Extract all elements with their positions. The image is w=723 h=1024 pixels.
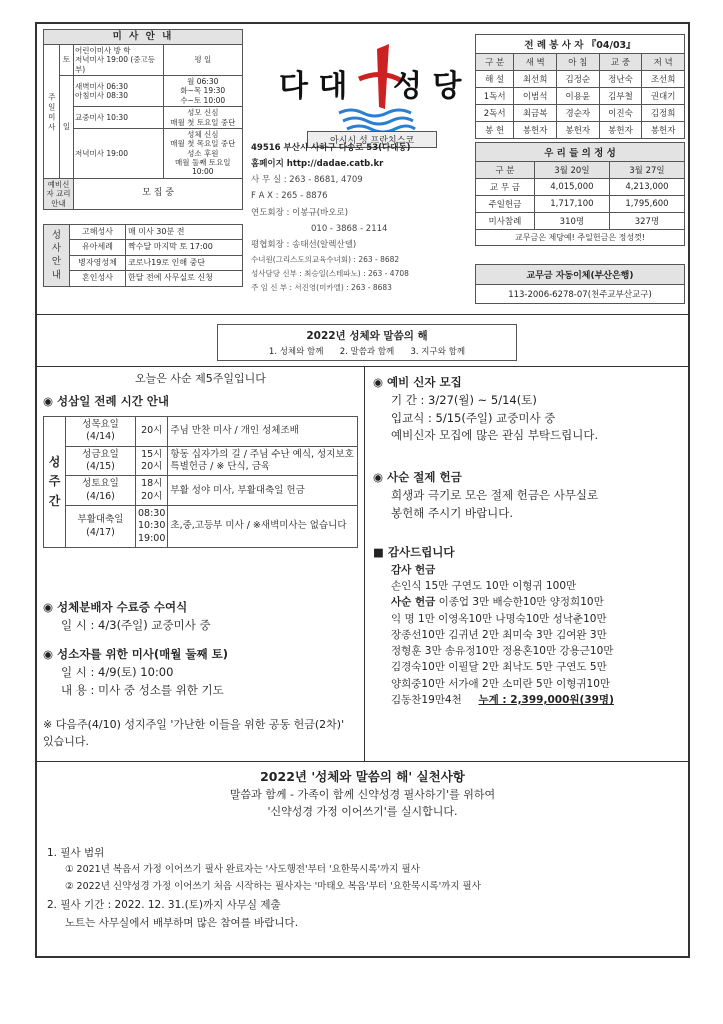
lent-section (373, 469, 685, 522)
practice-note: 노트는 사무실에서 배부하며 많은 참여를 바랍니다. (65, 917, 299, 929)
parish-homepage: 홈페이지 http://dadae.catb.kr (251, 159, 384, 170)
server-cell: 봉헌자 (514, 122, 557, 139)
thanks-last: 김동찬19만4천 (391, 693, 462, 706)
server-cell: 이용윤 (557, 88, 600, 105)
special-1-name: 성모 신심 (187, 108, 219, 118)
assistant-priest: 성사담당 신부 : 최승일(스테파노) : 263 - 4708 (251, 269, 409, 279)
scope-item-1: ① 2021년 복음서 가정 이어쓰기 필사 완료자는 '사도행전'부터 '요한묵시록'까지 필사 (65, 864, 420, 876)
ministers-section (43, 599, 358, 635)
year-title: 2022년 성체와 말씀의 해 (306, 330, 428, 342)
sat-row-2: 저녁미사 19:00 (중고등부) (75, 55, 156, 74)
liturgy-servers-table (475, 34, 685, 139)
sacraments-label: 성 사 안 내 (44, 225, 70, 287)
triduum-desc: 주님 만찬 미사 / 개인 성체조배 (168, 417, 358, 447)
offering-cell: 4,213,000 (609, 179, 684, 196)
bank-transfer-table (475, 264, 685, 304)
offering-cell: 1,717,100 (534, 196, 609, 213)
thanks-line-1: 손인식 15만 구연도 10만 이형귀 100만 (391, 580, 577, 593)
triduum-title: ◉ 성삼일 전례 시간 안내 (43, 394, 170, 408)
parish-address: 49516 부산시 사하구 다송로 53(다대동) (251, 143, 411, 153)
triduum-time: 15시 20시 (136, 446, 168, 476)
servers-title: 전 례 봉 사 자 『04/03』 (476, 35, 685, 54)
offering-cell: 327명 (609, 213, 684, 230)
catechumen-line-1: 기 간 : 3/27(월) ~ 5/14(토) (391, 392, 537, 407)
special-3-name: 성소 후원 (187, 148, 219, 158)
catechumen-title: ◉ 예비 신자 모집 (373, 375, 462, 389)
server-cell: 봉헌자 (642, 122, 685, 139)
sacrament-desc-4: 한달 전에 사무실로 신청 (126, 271, 243, 286)
weekday-label: 평 일 (194, 55, 212, 65)
servers-header-2: 새 벽 (514, 54, 557, 71)
server-cell: 권대기 (642, 88, 685, 105)
triduum-day: 부활대축일 (4/17) (66, 506, 136, 548)
year-item-2: 2. 말씀과 함께 (339, 347, 395, 357)
triduum-time: 20시 (136, 417, 168, 447)
divider (37, 761, 688, 762)
offering-title: 우 리 들 의 정 성 (476, 143, 685, 162)
triduum-day: 성금요일 (4/15) (66, 446, 136, 476)
servers-header-5: 저 녁 (642, 54, 685, 71)
divider (37, 314, 688, 315)
thanks-list-line: 장종선10만 김귀년 2만 최미숙 3만 김여완 3만 (391, 628, 607, 641)
sunday-mass-label: 주 일 미 사 (44, 44, 60, 178)
server-cell: 조선희 (642, 71, 685, 88)
bank-title: 교무금 자동이체(부산은행) (476, 265, 685, 285)
vocation-title: ◉ 성소자를 위한 미사(매월 둘째 토) (43, 647, 228, 661)
parish-logo (267, 39, 467, 149)
servers-header-4: 교 중 (599, 54, 642, 71)
vocation-line-1: 일 시 : 4/9(토) 10:00 (61, 664, 174, 679)
server-cell: 경순자 (557, 105, 600, 122)
year-item-3: 3. 지구와 함께 (410, 347, 466, 357)
divider (37, 366, 688, 367)
triduum-desc: 초,중,고등부 미사 / ※새벽미사는 없습니다 (168, 506, 358, 548)
sacrament-name-1: 고해성사 (70, 225, 126, 240)
fax-number: F A X : 265 - 8876 (251, 191, 328, 202)
thanks-list-line: 이종업 3만 배승한10만 양정희10만 (438, 596, 604, 609)
thanks-sub: 감사 헌금 (391, 563, 436, 576)
triduum-desc: 부활 성야 미사, 부활대축일 헌금 (168, 476, 358, 506)
offering-cell: 4,015,000 (534, 179, 609, 196)
server-cell: 최선희 (514, 71, 557, 88)
sacrament-name-3: 병자영성체 (70, 255, 126, 270)
server-cell: 이범석 (514, 88, 557, 105)
weekday-row-2: 화~목 19:30 (180, 86, 226, 96)
triduum-desc: 항동 십자가의 길 / 주님 수난 예식, 성지보호 특별헌금 / ※ 단식, 금육 (168, 446, 358, 476)
special-2-name: 성체 신심 (187, 129, 219, 139)
lent-line-2: 봉헌해 주시기 바랍니다. (391, 505, 514, 520)
column-divider (364, 366, 365, 761)
sacrament-desc-1: 매 미사 30분 전 (126, 225, 243, 240)
ministers-line: 일 시 : 4/3(주일) 교중미사 중 (61, 617, 211, 632)
thanks-list-line: 김경숙10만 이필달 2만 최낙도 5만 구연도 5만 (391, 661, 607, 674)
practice-title: 2022년 '성체와 말씀의 해' 실천사항 (260, 769, 465, 784)
special-3-desc: 매월 둘째 토요일 10:00 (175, 158, 231, 177)
lent-offering-label: 사순 헌금 (391, 596, 436, 609)
parish-name-right: 성 당 (393, 69, 462, 104)
sun-row-2: 아침미사 08:30 (75, 91, 128, 101)
offering-header-3: 3월 27일 (609, 162, 684, 179)
period-line: 2. 필사 기간 : 2022. 12. 31.(토)까지 사무실 제출 (47, 898, 281, 911)
catechumen-value: 모 집 중 (74, 178, 243, 209)
thanks-list-line: 익 명 1만 이영옥10만 나명숙10만 성낙춘10만 (391, 612, 607, 625)
scope-title: 1. 필사 범위 (47, 847, 105, 859)
bulletin-frame (35, 22, 690, 958)
server-cell: 2독서 (476, 105, 514, 122)
triduum-day: 성토요일 (4/16) (66, 476, 136, 506)
servers-header-1: 구 분 (476, 54, 514, 71)
sacrament-name-2: 유아세례 (70, 240, 126, 255)
sat-row-1: 어린이미사 방 학 (75, 45, 131, 55)
sunday-label: 일 (60, 76, 74, 179)
thanks-list-line: 양희중10만 서가애 2만 소미란 5만 이형귀10만 (391, 677, 611, 690)
today-heading: 오늘은 사순 제5주일입니다 (135, 372, 266, 385)
offering-cell: 주일헌금 (476, 196, 535, 213)
palm-sunday-note: ※ 다음주(4/10) 성지주일 '가난한 이들을 위한 공동 헌금(2차)' 있습니다. (43, 718, 345, 749)
server-cell: 김정희 (642, 105, 685, 122)
triduum-table (43, 416, 358, 548)
lent-title: ◉ 사순 절제 헌금 (373, 470, 462, 484)
year-item-1: 1. 성체와 함께 (268, 347, 324, 357)
offering-header-1: 구 분 (476, 162, 535, 179)
thanks-section (373, 544, 685, 708)
server-cell: 1독서 (476, 88, 514, 105)
offering-header-2: 3월 20일 (534, 162, 609, 179)
chairman-phone: 010 - 3868 - 2114 (311, 223, 388, 234)
practice-intro-2: '신약성경 가정 이어쓰기'를 실시합니다. (267, 805, 458, 819)
vocation-section (43, 646, 358, 699)
saturday-label: 토 (60, 44, 74, 75)
offering-note: 교무금은 제당예! 주일헌금은 정성껏! (476, 230, 685, 246)
weekday-row-3: 수~토 10:00 (180, 95, 226, 105)
office-phone: 사 무 실 : 263 - 8681, 4709 (251, 175, 363, 186)
sun-row-3: 교중미사 10:30 (74, 107, 164, 129)
bank-account: 113-2006-6278-07(천주교부산교구) (476, 285, 685, 304)
patron-saint: 아시시 성 프란치스코 (307, 131, 437, 148)
sun-row-1: 새벽미사 06:30 (75, 81, 128, 91)
convent-phone: 수녀원(그리스도의교육수녀회) : 263 - 8682 (251, 254, 400, 264)
offering-cell: 교 무 금 (476, 179, 535, 196)
sacrament-desc-3: 코로나19로 인해 중단 (126, 255, 243, 270)
practice-intro-1: 말씀과 함께 - 가족이 함께 신약성경 필사하기'를 위하여 (229, 788, 496, 802)
parish-name-left: 다 대 (279, 69, 348, 104)
practice-header (37, 767, 688, 820)
catechumen-section (373, 374, 685, 445)
special-2-desc: 매월 첫 목요일 중단 (170, 139, 236, 149)
server-cell: 해 설 (476, 71, 514, 88)
vocation-line-2: 내 용 : 미사 중 성소를 위한 기도 (61, 682, 224, 697)
sun-row-4: 저녁미사 19:00 (74, 128, 164, 178)
triduum-day: 성목요일 (4/14) (66, 417, 136, 447)
weekday-row-1: 월 06:30 (187, 77, 219, 86)
offering-cell: 미사참례 (476, 213, 535, 230)
chairman: 연도회장 : 이봉규(바오로) (251, 207, 349, 218)
triduum-time: 08:30 10:30 19:00 (136, 506, 168, 548)
parish-info (251, 140, 501, 296)
server-cell: 김정순 (557, 71, 600, 88)
thanks-total: 누계 : 2,399,000원(39명) (478, 693, 614, 706)
council-chairman: 평협회장 : 송태선(알렉산델) (251, 239, 357, 250)
server-cell: 봉헌자 (557, 122, 600, 139)
thanks-title: ■ 감사드립니다 (373, 545, 455, 559)
server-cell: 봉 헌 (476, 122, 514, 139)
practice-body (47, 844, 683, 932)
server-cell: 김부철 (599, 88, 642, 105)
year-banner (217, 324, 517, 361)
catechumen-label: 예비신자 교리안내 (44, 178, 74, 209)
offering-cell: 1,795,600 (609, 196, 684, 213)
sacrament-name-4: 혼인성사 (70, 271, 126, 286)
server-cell: 정난숙 (599, 71, 642, 88)
pastor: 주 임 신 부 : 서진영(미카엘) : 263 - 8683 (251, 283, 392, 293)
server-cell: 봉헌자 (599, 122, 642, 139)
server-cell: 최금복 (514, 105, 557, 122)
sacrament-desc-2: 짝수달 마지막 토 17:00 (126, 240, 243, 255)
holy-week-label: 성 주 간 (44, 417, 66, 548)
catechumen-line-2: 입교식 : 5/15(주일) 교중미사 중 (391, 410, 556, 425)
mass-title: 미 사 안 내 (44, 30, 243, 45)
scope-item-2: ② 2022년 신약성경 가정 이어쓰기 처음 시작하는 필사자는 '마태오 복음'부터 '요한묵시록'까지 필사 (65, 881, 481, 892)
lent-line-1: 희생과 극기로 모은 절제 헌금은 사무실로 (391, 487, 599, 502)
server-cell: 이진숙 (599, 105, 642, 122)
sacraments-table (43, 224, 243, 287)
mass-schedule-table (43, 29, 243, 210)
special-1-desc: 매월 첫 토요일 중단 (170, 117, 236, 127)
ministers-title: ◉ 성체분배자 수료증 수여식 (43, 600, 188, 614)
triduum-time: 18시 20시 (136, 476, 168, 506)
offering-cell: 310명 (534, 213, 609, 230)
offering-table (475, 142, 685, 246)
servers-header-3: 아 침 (557, 54, 600, 71)
thanks-list-line: 정형훈 3만 송유정10만 정용혼10만 강용근10만 (391, 645, 614, 658)
catechumen-line-3: 예비신자 모집에 많은 관심 부탁드립니다. (391, 428, 599, 443)
